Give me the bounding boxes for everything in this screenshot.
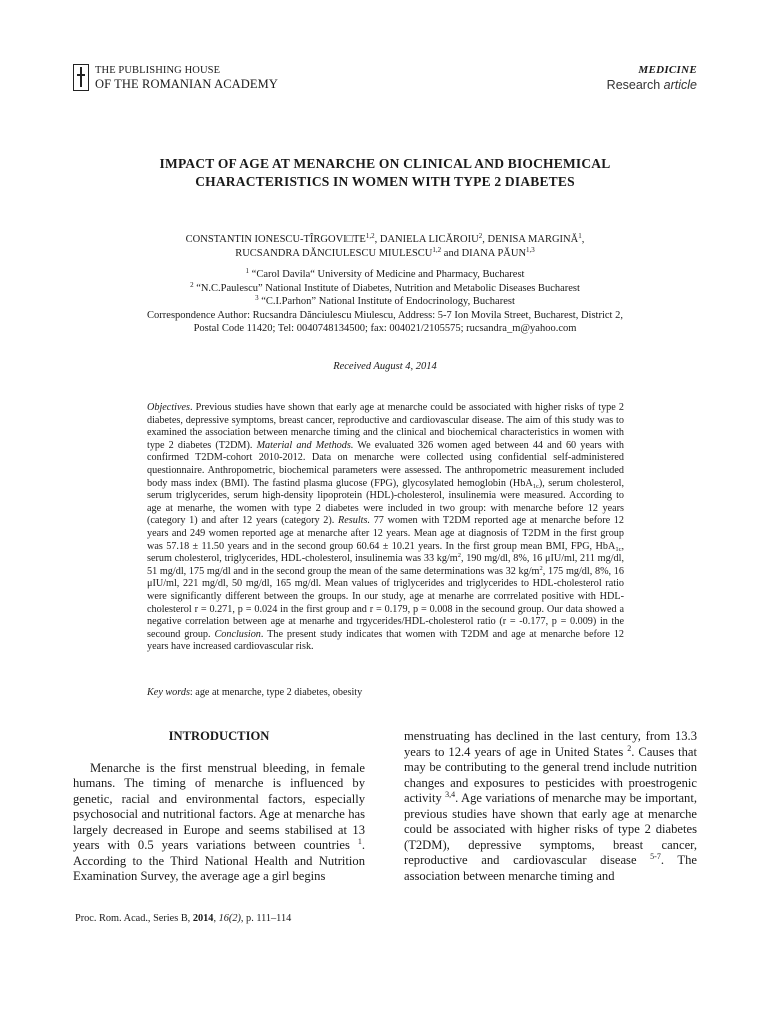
abstract-text: , 190 mg/dl, 8%, 16 μIU/ml, 211 mg/dl, 51 mg/dl, 175 mg/dl and in the second group the mean of the same determinations was 32 kg/m	[147, 553, 624, 577]
journal-section	[607, 64, 697, 93]
section-label: MEDICINE	[638, 64, 697, 76]
received-date: Received August 4, 2014	[333, 361, 437, 372]
abstract-text: 77 women with T2DM reported age at menarche before 12 years and 249 women reported age at menarche after 12 years. Mean age at diagnosis of T2DM in the first group was 57.18 ± 11.50 years and in the second group 60.64 ± 10.21 years. In the first group mean BMI, FPG, HbA	[147, 515, 624, 552]
author-line-2	[100, 247, 670, 261]
title-line-2: CHARACTERISTICS IN WOMEN WITH TYPE 2 DIABETES	[195, 174, 575, 189]
affiliation-text: “C.I.Parhon” National Institute of Endocrinology, Bucharest	[258, 296, 515, 307]
author-affil-sup: 1,3	[526, 246, 535, 254]
article-type-word-2: article	[663, 78, 697, 92]
author-affil-sup: 1	[578, 232, 582, 240]
body-column-left	[73, 729, 365, 885]
author-name: , DANIELA LICĂROIU	[374, 234, 479, 245]
abstract-text: ), serum cholesterol, serum triglycerides, serum high-density lipoprotein (HDL)-cholesterol, insulinemia were measured. According to age at menarhe, the women with type 2 diabetes were included in two group: with menarche before 12 years (category 1) and after 12 years (category 2).	[147, 477, 624, 527]
keywords-label: Key words	[147, 687, 190, 698]
title-line-1: IMPACT OF AGE AT MENARCHE ON CLINICAL AND BIOCHEMICAL	[159, 156, 611, 171]
body-text: . According to the Third National Health and Nutrition Examination Survey, the average age a girl begins	[73, 838, 365, 883]
footer-pages: , p. 111–114	[240, 913, 292, 924]
abstract-conclusion-label: Conclusion	[214, 628, 261, 640]
publisher-line-1: THE PUBLISHING HOUSE	[95, 65, 221, 76]
footer-volume: 16(2)	[218, 913, 241, 924]
abstract-subscript: 1c	[532, 482, 539, 490]
body-column-right	[404, 729, 697, 884]
article-type	[607, 77, 697, 93]
affiliation-1	[100, 268, 670, 282]
author-line-1	[100, 233, 670, 247]
affiliations	[100, 268, 670, 336]
abstract-objectives-label: Objectives	[147, 402, 190, 413]
author-affil-sup: 1,2	[365, 232, 375, 240]
article-title	[100, 155, 670, 191]
author-name: and DIANA PĂUN	[441, 248, 527, 259]
author-affil-sup: 1,2	[432, 246, 442, 254]
body-text: . Causes that may be contributing to the general trend include nutrition changes and exposures to pesticides with proestrogenic activity	[404, 744, 697, 805]
affiliation-2	[100, 282, 670, 296]
correspondence-line-1: Correspondence Author: Rucsandra Dănciulescu Miulescu, Address: 5-7 Ion Movila Street, Bucharest, District 2,	[147, 309, 623, 321]
abstract-methods-label: Material and Methods.	[256, 439, 354, 451]
citation-ref: 5-7	[650, 852, 661, 861]
publisher-logo-icon	[73, 64, 89, 91]
body-text: . Age variations of menarche may be important, previous studies have shown that early age at menarche could be associated with higher risks of type 2 diabetes (T2DM), depressive symptoms, breast cancer, reproductive and cardiovascular disease	[404, 791, 697, 867]
affiliation-marker: 2	[190, 280, 194, 289]
correspondence-line-2: Postal Code 11420; Tel: 0040748134500; fax: 004021/2105575; rucsandra_m@yahoo.com	[193, 323, 577, 334]
author-name: , DENISA MARGINĂ	[482, 234, 579, 245]
abstract-text: , serum cholesterol, triglycerides, HDL-cholesterol, insulinemia was 33 kg/m	[147, 540, 624, 565]
body-text: Menarche is the first menstrual bleeding, in female humans. The timing of menarche is influenced by genetic, racial and environmental factors, especially psychosocial and nutritional factors. Age at menarche has largely decreased in Europe and seems stabilised at 13 years with 0.5 years variations between countries	[73, 760, 365, 852]
body-text: . The association between menarche timing and	[404, 853, 697, 883]
footer-separator: ,	[213, 913, 219, 924]
abstract-text: We evaluated 326 women aged between 44 and 60 years with confirmed T2DM-cohort 2010-2012. Data on menarche were collected using confidential self-administered questionnaire. Anthropometric, biochemical parameters were assessed. The anthropometric measurement included body mass index (BMI). The fastind plasma glucose (FPG), glycosylated hemoglobin (HbA	[147, 439, 624, 489]
abstract-text: , 175 mg/dl, 8%, 16 μIU/ml, 221 mg/dl, 50 mg/dl, 165 mg/dl. Mean values of triglycerides and triglycerides to HDL-cholesterol ratio were significantly different between the groups. In our study, age at menarhe are corrrelated positive with HDL-cholesterol r = 0.271, p = 0.024 in the first group and r = 0.179, p = 0.008 in the secound group. Our data showed a negative correlation between age at menarhe and trgycerides/HDL-cholesterol ratio (r = -0.177, p = 0.009) in the secound group.	[147, 565, 624, 640]
citation-footer	[75, 913, 291, 924]
body-paragraph	[404, 729, 697, 884]
citation-ref: 2	[627, 743, 632, 753]
author-name: RUCSANDRA DĂNCIULESCU MIULESCU	[235, 248, 433, 259]
keywords-text: : age at menarche, type 2 diabetes, obesity	[189, 687, 363, 698]
affiliation-text: “N.C.Paulescu” National Institute of Diabetes, Nutrition and Metabolic Diseases Bucharest	[193, 282, 580, 294]
abstract-results-label: Results.	[338, 515, 371, 527]
author-affil-sup: 2	[478, 232, 483, 240]
affiliation-marker: 3	[255, 294, 259, 302]
author-list	[100, 233, 670, 261]
abstract-text: . Previous studies have shown that early age at menarche could be associated with higher risks of type 2 diabetes, depressive symptoms, breast cancer, reproductive and cardiovascular disease. The aim of this study was to examined the association between menarche timing and the clinical and biochemical characteristics in women with type 2 diabetes (T2DM).	[147, 402, 624, 451]
footer-year: 2014	[192, 913, 214, 924]
article-type-word-1: Research	[606, 78, 661, 92]
abstract	[147, 402, 624, 654]
section-heading-introduction: INTRODUCTION	[168, 729, 270, 743]
footer-journal: Proc. Rom. Acad., Series B,	[75, 913, 193, 924]
keywords	[147, 686, 624, 699]
abstract-subscript: 1c	[615, 545, 622, 553]
author-name: CONSTANTIN IONESCU-TÎRGOVI□TE	[185, 234, 366, 245]
body-text: menstruating has declined in the last century, from 13.3 years to 12.4 years of age in United States	[404, 729, 697, 759]
author-separator: ,	[581, 234, 585, 245]
citation-ref: 1	[357, 837, 362, 846]
publisher-line-2: OF THE ROMANIAN ACADEMY	[95, 77, 278, 91]
affiliation-3	[100, 295, 670, 309]
affiliation-text: “Carol Davila“ University of Medicine and Pharmacy, Bucharest	[249, 269, 525, 280]
citation-ref: 3,4	[445, 790, 456, 799]
abstract-text: . The present study indicates that women with T2DM and age at menarche before 12 years have increased cardiovascular risk.	[147, 628, 625, 653]
abstract-superscript: 2	[539, 564, 543, 572]
publisher-name	[95, 64, 278, 92]
affiliation-marker: 1	[245, 267, 250, 275]
abstract-superscript: 2	[457, 552, 461, 560]
body-paragraph	[73, 761, 365, 885]
